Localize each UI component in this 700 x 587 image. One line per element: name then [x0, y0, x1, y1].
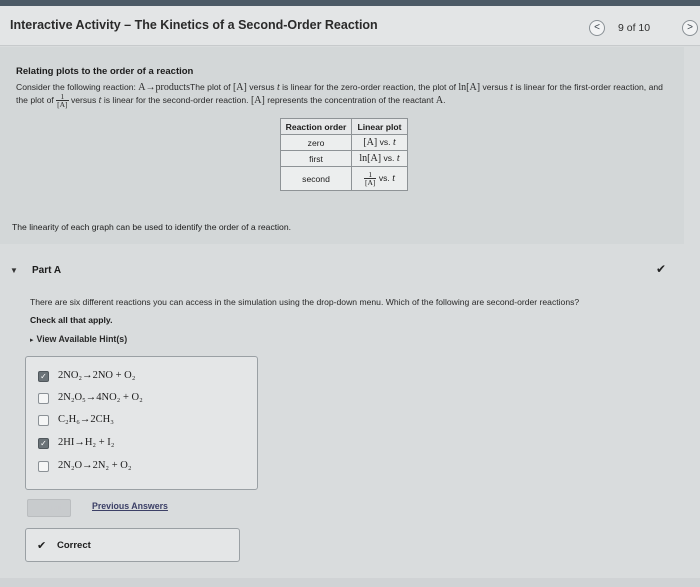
- activity-title: Interactive Activity – The Kinetics of a Second-Order Reaction: [10, 18, 378, 32]
- time-symbol: t: [510, 82, 513, 93]
- time-symbol: t: [392, 172, 395, 184]
- question-text: There are six different reactions you can access in the simulation using the drop-down menu. Which of the following are second-order reactions?: [30, 297, 580, 307]
- intro-heading: Relating plots to the order of a reaction: [16, 66, 194, 77]
- instruction-text: Check all that apply.: [30, 315, 113, 325]
- fraction-numerator: 1: [368, 170, 373, 179]
- view-hints-link[interactable]: [30, 334, 127, 344]
- option-2n2o5[interactable]: [38, 391, 248, 407]
- option-c2h6[interactable]: [38, 413, 248, 429]
- plot-cell: [352, 167, 408, 191]
- option-2no2[interactable]: [38, 369, 248, 385]
- answer-options: [25, 356, 258, 490]
- table-row: [281, 151, 408, 167]
- chevron-right-icon[interactable]: >: [682, 20, 698, 36]
- table-header-row: [281, 119, 408, 135]
- intro-text-segment: is linear for the first-order reaction, and the plot of: [16, 82, 663, 105]
- ln-concentration-symbol: ln[A]: [458, 82, 481, 93]
- intro-panel: [0, 47, 684, 244]
- option-2n2o[interactable]: [38, 459, 248, 475]
- check-icon: ✔: [656, 262, 667, 276]
- intro-text-segment: is linear for the zero-order reaction, the plot of: [279, 82, 459, 92]
- reciprocal-concentration: [364, 171, 376, 186]
- checkbox[interactable]: [38, 393, 49, 404]
- reaction-formula: A→products: [138, 82, 190, 93]
- concentration-symbol: [A]: [232, 82, 247, 93]
- activity-header: [0, 6, 700, 46]
- option-label: C₂H₆→2CH₃: [58, 414, 114, 425]
- intro-text-segment: versus: [68, 94, 99, 105]
- intro-text-segment: The plot of: [189, 82, 233, 92]
- plot-symbol: [A]: [363, 137, 378, 148]
- intro-text-segment: .: [443, 94, 446, 105]
- checkbox-checked[interactable]: ✓: [38, 438, 49, 449]
- result-label: Correct: [57, 540, 91, 551]
- option-label: 2N₂O→2N₂ + O₂: [58, 460, 132, 471]
- reactant-symbol: A: [435, 94, 444, 106]
- order-cell: zero: [281, 135, 352, 151]
- intro-text-segment: represents the concentration of the reactant: [264, 94, 436, 105]
- concentration-symbol: [A]: [250, 94, 265, 106]
- part-a-label: Part A: [32, 265, 62, 276]
- linearity-note: The linearity of each graph can be used to identify the order of a reaction.: [12, 222, 291, 232]
- plot-symbol: ln[A]: [359, 153, 382, 164]
- checkbox[interactable]: [38, 461, 49, 472]
- reaction-order-table: [280, 118, 408, 191]
- fraction-numerator: 1: [60, 92, 65, 101]
- vs-text: vs.: [379, 137, 391, 147]
- option-2hi[interactable]: [38, 436, 248, 452]
- fraction-denominator: [A]: [365, 178, 376, 187]
- order-cell: first: [281, 151, 352, 167]
- order-cell: second: [281, 167, 352, 191]
- intro-text-segment: Consider the following reaction:: [16, 82, 139, 92]
- time-symbol: t: [98, 94, 102, 106]
- checkbox[interactable]: [38, 415, 49, 426]
- plot-cell: [352, 151, 408, 167]
- vs-text: vs.: [383, 153, 395, 163]
- table-header: Linear plot: [352, 119, 408, 135]
- option-label: 2N₂O₅→4NO₂ + O₂: [58, 392, 143, 403]
- plot-cell: [352, 135, 408, 151]
- hint-label: View Available Hint(s): [36, 334, 128, 344]
- time-symbol: t: [396, 153, 400, 164]
- time-symbol: t: [276, 82, 280, 93]
- caret-down-icon[interactable]: ▼: [10, 266, 18, 275]
- caret-right-icon: ▸: [30, 337, 34, 344]
- table-row: [281, 167, 408, 191]
- bottom-strip: [0, 578, 700, 587]
- table-row: [281, 135, 408, 151]
- reciprocal-concentration: [56, 93, 68, 108]
- submit-button[interactable]: Submit: [27, 499, 71, 517]
- result-feedback: [25, 528, 240, 562]
- intro-text-segment: versus: [246, 82, 277, 92]
- intro-text-segment: is linear for the second-order reaction.: [101, 94, 251, 105]
- checkbox-checked[interactable]: ✓: [38, 371, 49, 382]
- check-icon: ✔: [37, 540, 47, 552]
- option-label: 2HI→H₂ + I₂: [58, 437, 115, 448]
- intro-text-segment: versus: [480, 82, 511, 92]
- part-a-header[interactable]: [0, 257, 700, 285]
- option-label: 2NO₂→2NO + O₂: [58, 370, 136, 381]
- previous-answers-link[interactable]: Previous Answers: [92, 501, 168, 511]
- question-position: 9 of 10: [618, 22, 651, 34]
- time-symbol: t: [392, 137, 396, 148]
- fraction-denominator: [A]: [57, 100, 68, 109]
- intro-text: [16, 82, 674, 108]
- vs-text: vs.: [378, 172, 390, 183]
- table-header: Reaction order: [281, 119, 352, 135]
- chevron-left-icon[interactable]: <: [589, 20, 605, 36]
